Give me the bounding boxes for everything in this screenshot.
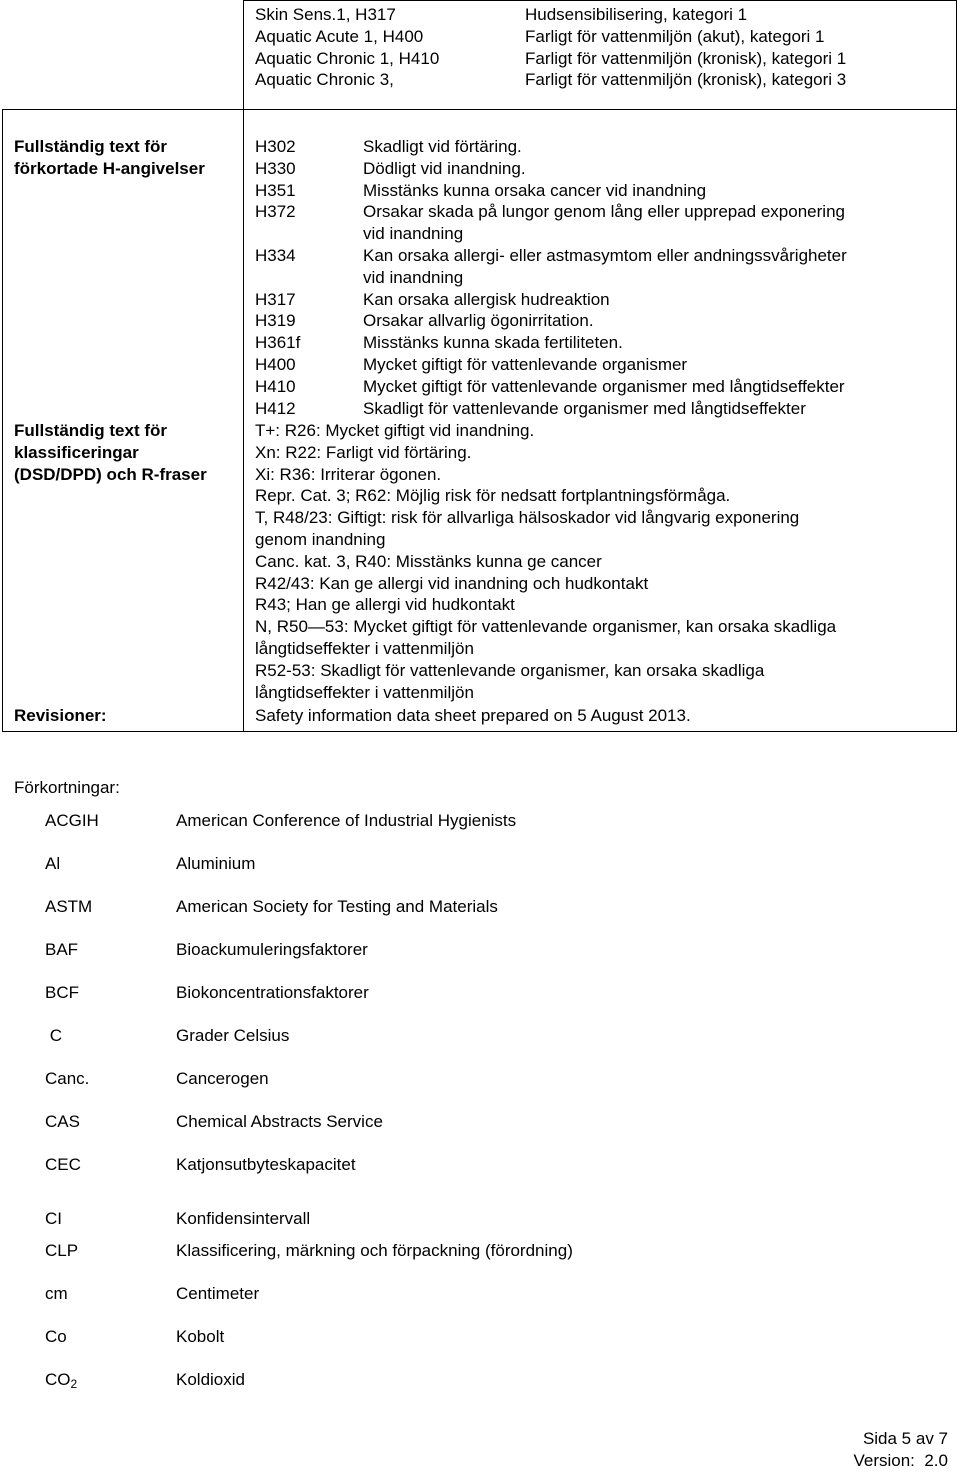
abbreviation: cm	[45, 1284, 68, 1303]
abbreviation: CLP	[45, 1241, 79, 1260]
r-phrase: N, R50—53: Mycket giftigt för vattenlevande organismer, kan orsaka skadliga långtidseffekter i vattenmiljön	[255, 617, 837, 658]
h-phrase-text: Orsakar allvarlig ögonirritation.	[363, 311, 594, 331]
revisions-label: Revisioner:	[14, 706, 107, 725]
classification-description: Farligt för vattenmiljön (kronisk), kategori 1	[525, 48, 847, 68]
classification-description: Farligt för vattenmiljön (akut), kategori 1	[525, 26, 825, 46]
table-top-border	[243, 0, 957, 1]
abbreviation-definition: Centimeter	[176, 1284, 260, 1303]
h-phrase-text: Misstänks kunna skada fertiliteten.	[363, 333, 623, 353]
h-phrase-code: H372	[255, 202, 296, 222]
classification-row	[255, 4, 955, 26]
abbreviation: Co	[45, 1327, 67, 1346]
abbreviation-definition: Biokoncentrationsfaktorer	[176, 983, 369, 1002]
classification-list	[255, 4, 955, 91]
h-phrase-code: H400	[255, 354, 296, 374]
table-left-border-upper	[243, 0, 244, 110]
abbreviation: Canc.	[45, 1069, 90, 1088]
h-phrase-row	[255, 332, 955, 354]
abbreviation-row	[0, 1369, 960, 1393]
r-phrase: R42/43: Kan ge allergi vid inandning och hudkontakt	[255, 573, 649, 593]
r-phrase: Xn: R22: Farligt vid förtäring.	[255, 442, 472, 462]
h-phrase-row	[255, 158, 955, 180]
r-phrase: R43; Han ge allergi vid hudkontakt	[255, 595, 515, 615]
abbreviation-row	[0, 982, 960, 1006]
h-phrase-code: H319	[255, 311, 296, 331]
abbreviation-row	[0, 1111, 960, 1135]
abbreviation	[45, 1369, 77, 1396]
abbreviations-title: Förkortningar:	[14, 778, 120, 797]
h-phrase-text: Skadligt för vattenlevande organismer med långtidseffekter	[363, 398, 806, 418]
abbreviation: BAF	[45, 940, 79, 959]
h-phrase-text: Misstänks kunna orsaka cancer vid inandning	[363, 180, 707, 200]
abbreviation-row	[0, 896, 960, 920]
classification-description: Farligt för vattenmiljön (kronisk), kategori 3	[525, 70, 847, 90]
r-phrase: T+: R26: Mycket giftigt vid inandning.	[255, 421, 535, 440]
table-column-divider	[243, 109, 244, 732]
abbreviation: CEC	[45, 1155, 81, 1174]
abbreviation-row	[0, 1208, 960, 1232]
h-phrase-code: H302	[255, 137, 296, 156]
classification-code: Aquatic Chronic 3,	[255, 70, 394, 90]
abbreviation-row	[0, 1240, 960, 1264]
h-phrase-text: Mycket giftigt för vattenlevande organismer	[363, 354, 688, 374]
h-phrase-code: H361f	[255, 333, 301, 353]
classification-code: Aquatic Chronic 1, H410	[255, 48, 440, 68]
abbreviation-definition: Klassificering, märkning och förpackning (förordning)	[176, 1241, 573, 1260]
abbreviation-definition: Katjonsutbyteskapacitet	[176, 1155, 356, 1174]
classification-description: Hudsensibilisering, kategori 1	[525, 5, 748, 24]
r-phrase: Repr. Cat. 3; R62: Möjlig risk för nedsatt fortplantningsförmåga.	[255, 486, 731, 506]
h-phrase-row	[255, 289, 955, 311]
h-phrases-list	[255, 136, 955, 419]
abbreviation: ASTM	[45, 897, 93, 916]
r-phrases-label: Fullständig text för klassificeringar (DSD/DPD) och R-fraser	[14, 421, 207, 484]
table-right-border-upper	[956, 0, 957, 110]
abbreviation-row	[0, 1326, 960, 1350]
h-phrase-text: Kan orsaka allergi- eller astmasymtom eller andningssvårigheter vid inandning	[363, 245, 847, 287]
abbreviation-definition: Bioackumuleringsfaktorer	[176, 940, 368, 959]
table-divider	[2, 109, 957, 110]
abbreviation-row	[0, 853, 960, 877]
abbreviation-definition: Aluminium	[176, 854, 256, 873]
h-phrases-label: Fullständig text för förkortade H-angivelser	[14, 137, 205, 178]
abbreviation-definition: Chemical Abstracts Service	[176, 1112, 383, 1131]
h-phrase-text: Orsakar skada på lungor genom lång eller upprepad exponering vid inandning	[363, 202, 845, 244]
document-version: Version: 2.0	[853, 1450, 948, 1470]
abbreviation-row	[0, 939, 960, 963]
revisions-text: Safety information data sheet prepared on 5 August 2013.	[255, 706, 691, 725]
classification-code: Skin Sens.1, H317	[255, 5, 396, 24]
abbreviation-definition: Konfidensintervall	[176, 1209, 311, 1228]
abbreviation-definition: American Society for Testing and Materials	[176, 897, 498, 916]
abbreviation-definition: Kobolt	[176, 1327, 225, 1346]
h-phrase-row	[255, 201, 955, 245]
abbreviation-row	[0, 1283, 960, 1307]
page-number: Sida 5 av 7	[862, 1429, 948, 1448]
table-left-border	[2, 109, 3, 732]
abbreviation-definition: Koldioxid	[176, 1370, 245, 1389]
h-phrase-text: Dödligt vid inandning.	[363, 158, 526, 178]
r-phrase: Canc. kat. 3, R40: Misstänks kunna ge cancer	[255, 551, 602, 571]
abbreviation: CI	[45, 1209, 62, 1228]
h-phrase-text: Mycket giftigt för vattenlevande organismer med långtidseffekter	[363, 376, 845, 396]
r-phrase: T, R48/23: Giftigt: risk för allvarliga hälsoskador vid långvarig exponering genom inandning	[255, 508, 800, 549]
r-phrases-list	[255, 420, 955, 703]
classification-code: Aquatic Acute 1, H400	[255, 26, 424, 46]
h-phrase-row	[255, 376, 955, 398]
abbreviation-subscript: 2	[70, 1377, 78, 1391]
abbreviation-definition: American Conference of Industrial Hygienists	[176, 811, 517, 830]
abbreviation-row	[0, 1068, 960, 1092]
table-bottom-border	[2, 731, 957, 732]
abbreviation-main: CO	[45, 1370, 71, 1389]
h-phrase-code: H334	[255, 245, 296, 265]
h-phrase-row	[255, 136, 955, 158]
h-phrase-text: Kan orsaka allergisk hudreaktion	[363, 289, 610, 309]
abbreviation-row	[0, 1025, 960, 1049]
abbreviation: BCF	[45, 983, 79, 1002]
page-footer	[853, 1428, 948, 1472]
abbreviation-row	[0, 810, 960, 834]
abbreviation-row	[0, 1154, 960, 1178]
h-phrase-row	[255, 180, 955, 202]
h-phrase-row	[255, 398, 955, 420]
h-phrase-code: H330	[255, 158, 296, 178]
r-phrase: R52-53: Skadligt för vattenlevande organismer, kan orsaka skadliga långtidseffekter i vattenmiljön	[255, 660, 765, 702]
abbreviation: CAS	[45, 1112, 80, 1131]
h-phrase-text: Skadligt vid förtäring.	[363, 137, 522, 156]
abbreviation: C	[45, 1026, 62, 1045]
classification-row	[255, 48, 955, 70]
r-phrase: Xi: R36: Irriterar ögonen.	[255, 464, 442, 484]
classification-row	[255, 26, 955, 48]
h-phrase-code: H317	[255, 289, 296, 309]
h-phrase-row	[255, 245, 955, 289]
h-phrase-code: H410	[255, 376, 296, 396]
h-phrase-code: H351	[255, 180, 296, 200]
abbreviation: ACGIH	[45, 811, 99, 830]
h-phrase-row	[255, 354, 955, 376]
classification-row	[255, 69, 955, 91]
h-phrase-row	[255, 310, 955, 332]
table-right-border	[956, 109, 957, 732]
abbreviation: Al	[45, 854, 61, 873]
abbreviation-definition: Cancerogen	[176, 1069, 269, 1088]
h-phrase-code: H412	[255, 398, 296, 418]
abbreviation-definition: Grader Celsius	[176, 1026, 290, 1045]
